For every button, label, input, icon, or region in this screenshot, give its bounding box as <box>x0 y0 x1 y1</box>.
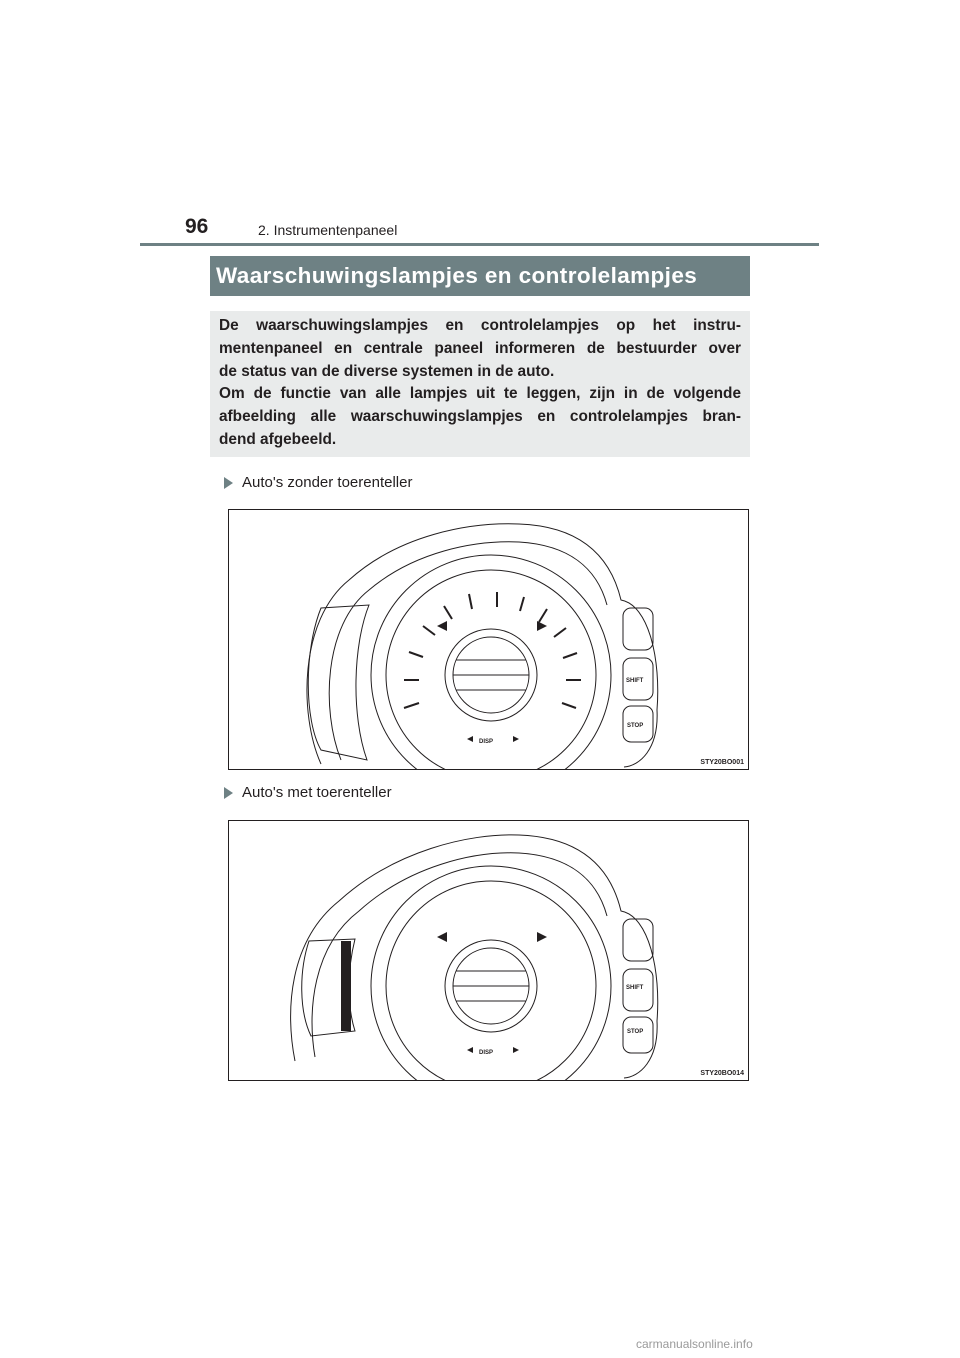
speedometer-dial-outer <box>371 866 611 1080</box>
cluster-illustration <box>229 821 748 1080</box>
stop-label: STOP <box>627 723 644 729</box>
watermark: carmanualsonline.info <box>636 1337 753 1351</box>
intro-line-6: dend afgebeeld. <box>219 430 337 448</box>
cluster-illustration <box>229 510 748 769</box>
figure-cluster-with-tachometer <box>228 820 749 1081</box>
bullet-caption: Auto's zonder toerenteller <box>242 474 413 491</box>
header-rule <box>140 243 819 246</box>
disp-label: DISP <box>479 739 494 745</box>
cluster-hood-inner <box>329 542 607 760</box>
figure-code: STY20BO001 <box>700 759 744 766</box>
heading-text: Waarschuwingslampjes en controlelampjes <box>216 263 698 288</box>
intro-line-1: De waarschuwingslampjes en controlelampjes op het instru- <box>219 317 741 334</box>
cluster-hood-inner <box>312 853 607 1057</box>
right-button-stop <box>623 1017 653 1053</box>
intro-line-2: mentenpaneel en centrale paneel informeren de bestuurder over <box>219 339 741 357</box>
intro-line-5: afbeelding alle waarschuwingslampjes en controlelampjes bran- <box>219 408 741 426</box>
intro-line-4: Om de functie van alle lampjes uit te leggen, zijn in de volgende <box>219 385 741 403</box>
page-number: 96 <box>185 215 209 238</box>
bullet-no-tachometer <box>224 474 412 491</box>
bullet-with-tachometer <box>224 784 392 801</box>
intro-line-3: de status van de diverse systemen in de auto. <box>219 362 555 380</box>
bullet-caption: Auto's met toerenteller <box>242 784 392 801</box>
bullet-arrow-icon <box>224 787 233 799</box>
shift-label: SHIFT <box>626 985 644 991</box>
bullet-arrow-icon <box>224 477 233 489</box>
speedometer-dial-outer <box>371 555 611 769</box>
disp-label: DISP <box>479 1050 494 1056</box>
section-title: 2. Instrumentenpaneel <box>258 222 398 238</box>
shift-label: SHIFT <box>626 678 644 684</box>
figure-cluster-without-tachometer <box>228 509 749 770</box>
figure-code: STY20BO014 <box>700 1070 744 1077</box>
heading-banner <box>210 256 750 296</box>
intro-box <box>210 311 750 457</box>
stop-label: STOP <box>627 1029 644 1035</box>
left-blank-panel <box>308 605 369 760</box>
